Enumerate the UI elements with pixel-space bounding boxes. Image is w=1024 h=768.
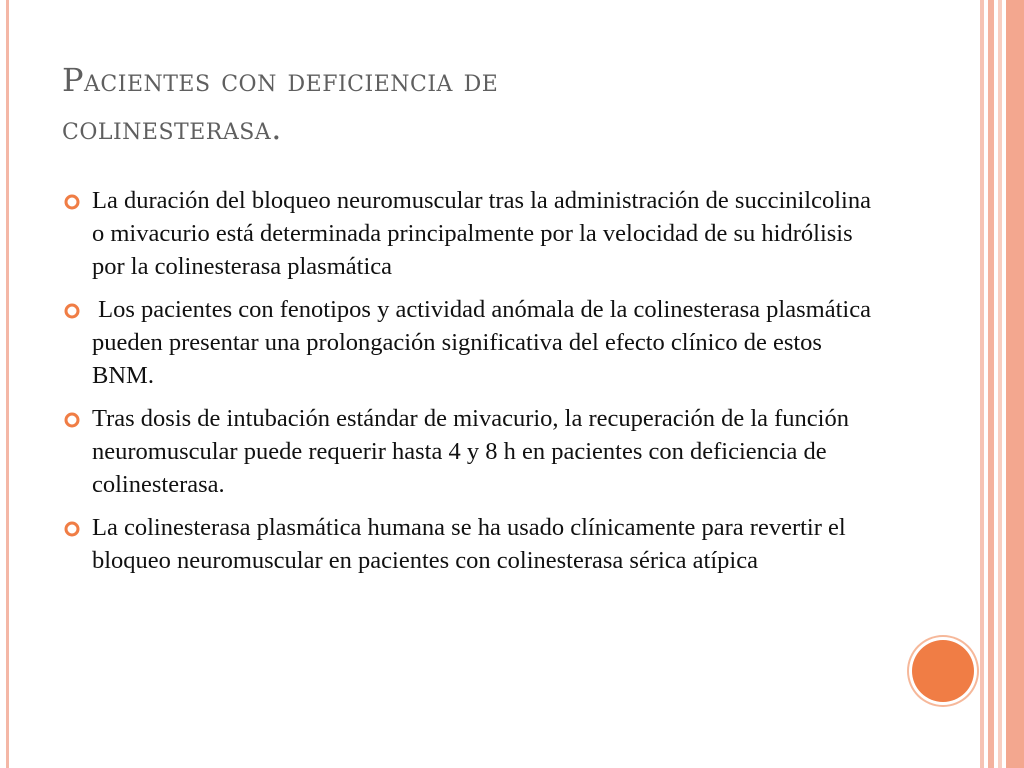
decorative-orange-circle bbox=[912, 640, 974, 702]
right-decorative-stripes bbox=[980, 0, 1024, 768]
list-item bbox=[62, 184, 882, 283]
bullet-text: La duración del bloqueo neuromuscular tras la administración de succinilcolina o mivacurio está determinada principalmente por la velocidad de su hidrólisis por la colinesterasa plasmática bbox=[92, 187, 878, 280]
circle-bullet-icon bbox=[64, 412, 80, 428]
circle-bullet-icon bbox=[64, 521, 80, 537]
bullet-text: Los pacientes con fenotipos y actividad anómala de la colinesterasa plasmática pueden presentar una prolongación significativa del efecto clínico de estos BNM. bbox=[92, 296, 878, 389]
left-border-line bbox=[6, 0, 9, 768]
list-item bbox=[62, 511, 882, 577]
stripe bbox=[998, 0, 1002, 768]
bullet-text: La colinesterasa plasmática humana se ha usado clínicamente para revertir el bloqueo neuromuscular en pacientes con colinesterasa sérica atípica bbox=[92, 514, 852, 574]
stripe bbox=[980, 0, 984, 768]
list-item bbox=[62, 402, 882, 501]
bullet-list bbox=[62, 184, 882, 587]
slide-title-line-2: colinesterasa. bbox=[62, 109, 282, 147]
list-item bbox=[62, 293, 882, 392]
stripe bbox=[1006, 0, 1024, 768]
slide-title bbox=[62, 56, 922, 152]
circle-bullet-icon bbox=[64, 194, 80, 210]
slide-title-line-1: Pacientes con deficiencia de bbox=[62, 61, 499, 99]
bullet-text: Tras dosis de intubación estándar de mivacurio, la recuperación de la función neuromuscular puede requerir hasta 4 y 8 h en pacientes con deficiencia de colinesterasa. bbox=[92, 405, 856, 498]
stripe bbox=[988, 0, 994, 768]
circle-bullet-icon bbox=[64, 303, 80, 319]
